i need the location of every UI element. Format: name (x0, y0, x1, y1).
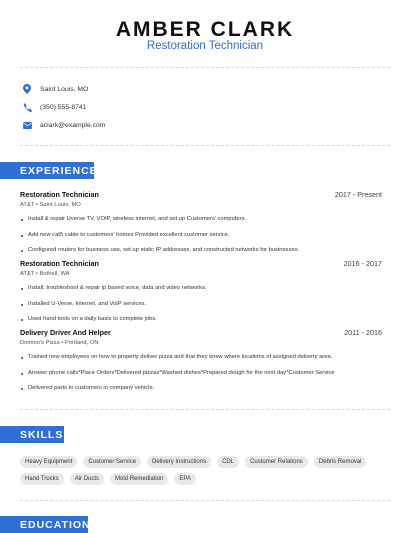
job-bullets (20, 212, 382, 259)
section-header-education: EDUCATION (0, 516, 88, 533)
skill-chip: CDL (217, 456, 239, 468)
job-title: Restoration Technician (20, 190, 99, 199)
job-company-location: AT&T • Saint Louis, MO (20, 202, 81, 208)
job-bullets (20, 281, 382, 328)
job-company: AT&T (20, 202, 35, 208)
section-header-experience: EXPERIENCE (0, 162, 94, 179)
skill-chip: Debris Removal (314, 456, 367, 468)
list-item: Add new cat5 cable to customers' homes Provided excellent customer service. (20, 228, 382, 244)
list-item: Installed U-Verse, Internet, and VoIP services. (20, 297, 382, 313)
job-location: Portland, ON (65, 340, 99, 346)
phone-icon (22, 102, 32, 112)
job-dates: 2016 - 2017 (343, 259, 382, 268)
list-item: Trained new employees on how to properly deliver pizza and that they knew where locations of assigned delivery area. (20, 350, 382, 366)
contact-phone-text: (350) 555-8741 (40, 103, 87, 111)
experience-entry-2 (20, 259, 382, 328)
skill-chip: Customer Relations (245, 456, 308, 468)
contact-location (22, 82, 88, 96)
section-header-skills: SKILLS (0, 426, 64, 443)
list-item: Used hand tools on a daily basis to complete jobs. (20, 312, 382, 328)
job-dates: 2017 - Present (334, 190, 382, 199)
resume-name: AMBER CLARK (115, 18, 295, 41)
divider (20, 67, 390, 68)
job-bullets (20, 350, 382, 397)
job-location: Saint Louis, MO (39, 202, 81, 208)
skill-chip: Delivery Instructions (147, 456, 211, 468)
skill-chip: Air Ducts (70, 473, 104, 485)
email-icon (22, 120, 32, 130)
job-title: Delivery Driver And Helper (20, 328, 111, 337)
contact-email-text[interactable]: aclark@example.com (40, 121, 106, 129)
skills-list (20, 456, 395, 485)
contact-phone (22, 100, 86, 114)
job-company-location: Domino's Pizza • Portland, ON (20, 340, 99, 346)
divider (20, 500, 390, 501)
divider (20, 145, 390, 146)
contact-email[interactable] (22, 118, 105, 132)
contact-location-text: Saint Louis, MO (40, 85, 89, 93)
skill-chip: Mold Remediation (110, 473, 168, 485)
list-item: Configured routers for business use, set up static IP addresses, and constructed networks for businesses. (20, 243, 382, 259)
skill-chip: Customer Service (83, 456, 141, 468)
job-title: Restoration Technician (20, 259, 99, 268)
job-location: Bothell, WA (39, 271, 70, 277)
skill-chip: EPA (174, 473, 196, 485)
skill-chip: Heavy Equipment (20, 456, 77, 468)
job-company-location: AT&T • Bothell, WA (20, 271, 70, 277)
divider (20, 409, 390, 410)
experience-entry-3 (20, 328, 382, 397)
experience-entry-1 (20, 190, 382, 259)
list-item: Delivered parts to customers in company vehicle. (20, 381, 382, 397)
skill-chip: Hand Trucks (20, 473, 64, 485)
list-item: Install & repair Uverse TV, VOIP, wireless internet, and set up Customers' computers. (20, 212, 382, 228)
job-dates: 2011 - 2016 (344, 328, 382, 337)
job-company: AT&T (20, 271, 35, 277)
job-company: Domino's Pizza (20, 340, 60, 346)
resume-job-title: Restoration Technician (146, 40, 264, 52)
map-pin-icon (22, 84, 32, 94)
list-item: Install, troubleshoot & repair ip based voice, data and video networks. (20, 281, 382, 297)
list-item: Answer phone calls*Place Orders*Delivered pizzas*Washed dishes*Prepared dough for the next day*Customer Service (20, 366, 382, 382)
